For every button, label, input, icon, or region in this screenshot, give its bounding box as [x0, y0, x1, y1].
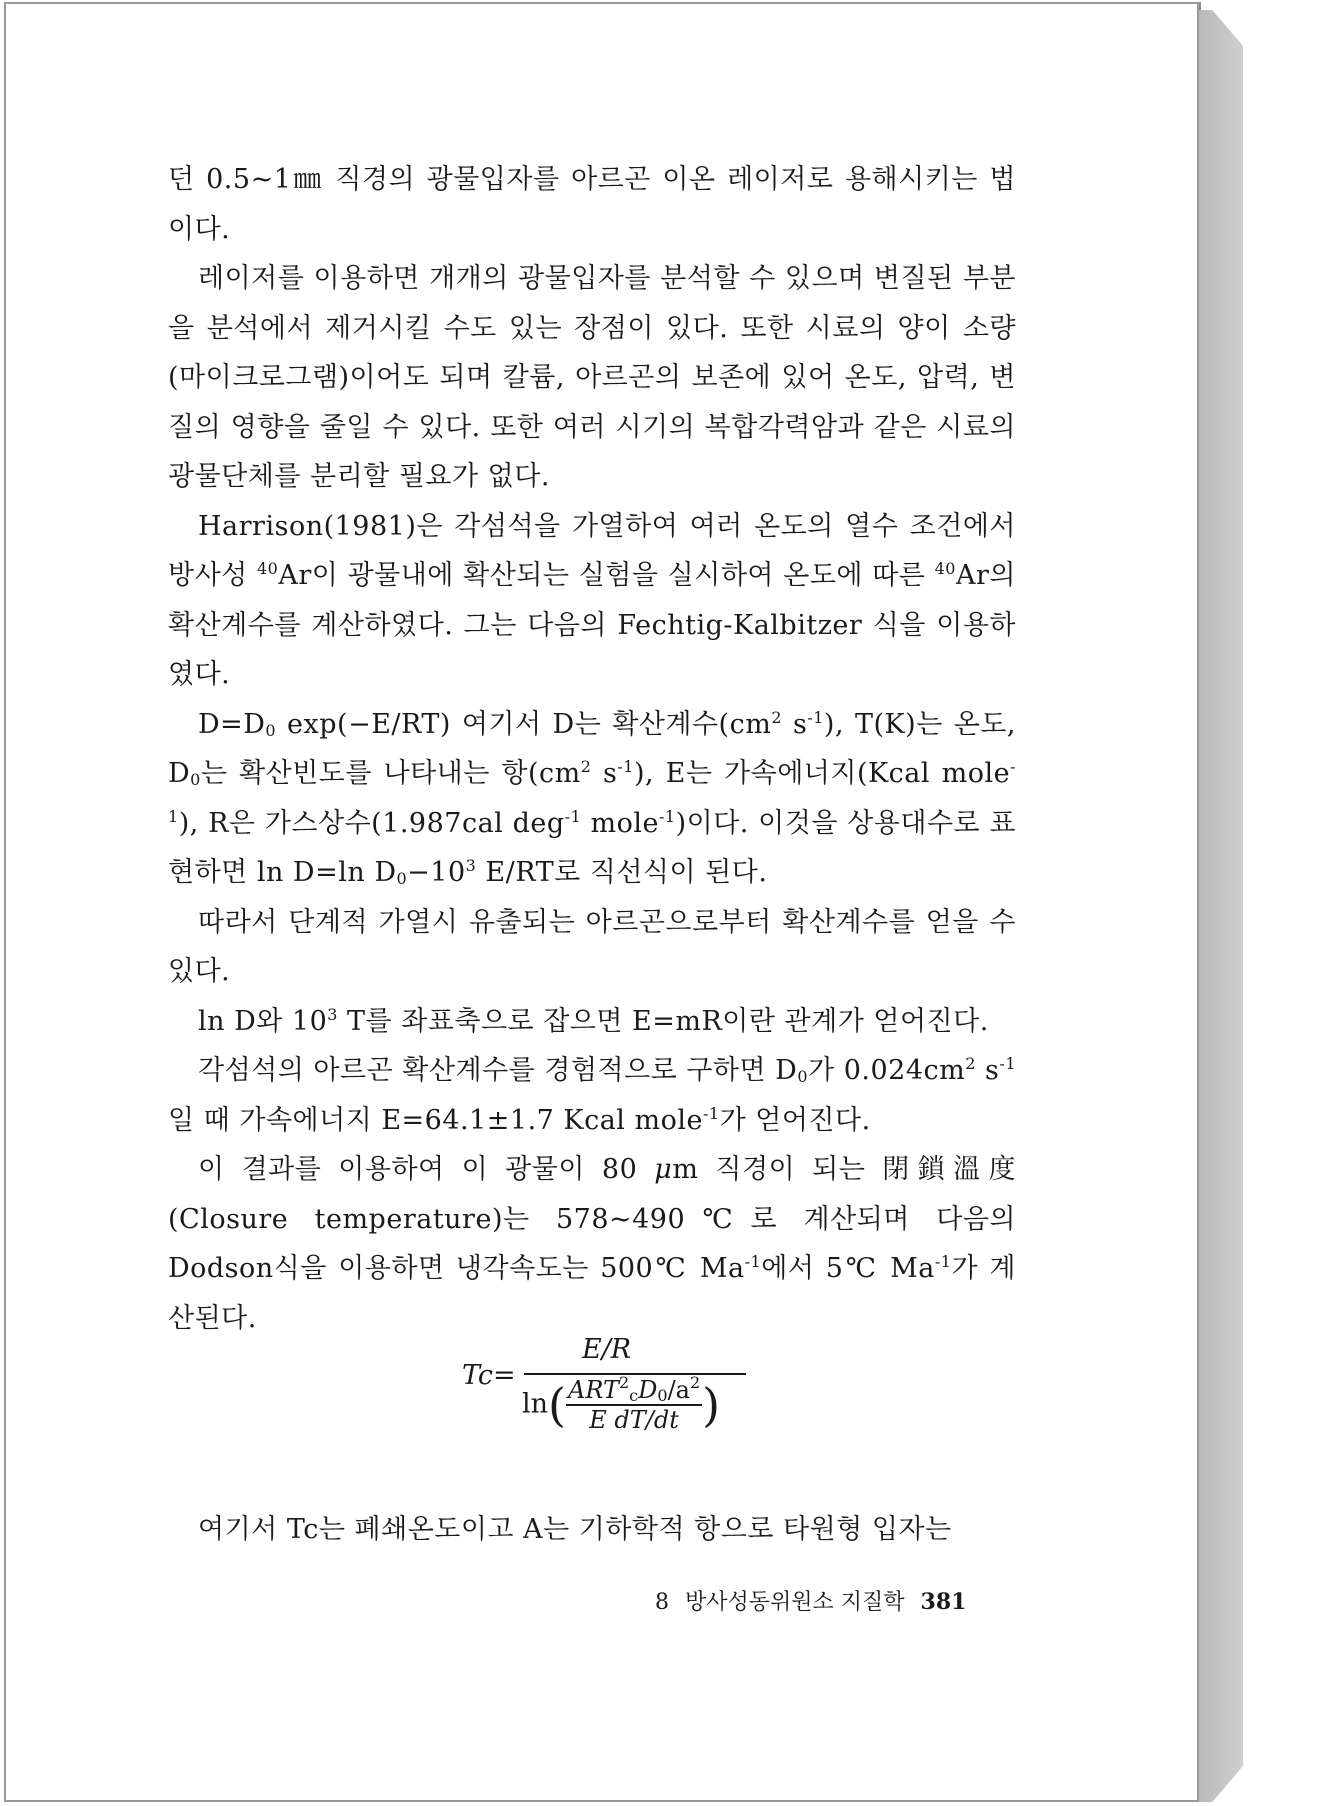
- formula-lhs: Tc=: [462, 1360, 516, 1391]
- page-number: 381: [920, 1589, 967, 1615]
- paragraph-2: 레이저를 이용하면 개개의 광물입자를 분석할 수 있으며 변질된 부분을 분석에서 제거시킬 수도 있는 장점이 있다. 또한 시료의 양이 소량(마이크로그램)이어도 되며 칼륨, 아르곤의 보존에 있어 온도, 압력, 변질의 영향을 줄일 수 있다. 또한 여러 시기의 복합각력암과 같은 시료의 광물단체를 분리할 필요가 없다.: [168, 263, 1016, 492]
- paragraph-6: ln D와 $10^3$ T를 좌표축으로 잡으면 E=mR이란 관계가 얻어진다.: [198, 1004, 989, 1037]
- paragraph-8: 이 결과를 이용하여 이 광물이 80 μm 직경이 되는 閉鎖溫度(Closure temperature)는 578~490℃로 계산되며 다음의 Dodson식을 이용하면 냉각속도는 500℃ $Ma^{-1}$에서 5℃ $Ma^{-1}$가 계산된다.: [168, 1154, 1016, 1334]
- formula-numerator: E/R: [582, 1334, 632, 1365]
- formula-fraction-bar: [524, 1373, 746, 1375]
- paragraph-1: 던 0.5~1㎜ 직경의 광물입자를 아르곤 이온 레이저로 용해시키는 법이다.: [168, 164, 1016, 245]
- page-edge-shadow: [1199, 10, 1243, 1802]
- chapter-number: 8: [655, 1590, 669, 1615]
- closing-paragraph: 여기서 Tc는 폐쇄온도이고 A는 기하학적 항으로 타원형 입자는: [198, 1514, 952, 1545]
- chapter-title: 방사성동위원소 지질학: [685, 1590, 905, 1615]
- paragraph-7: 각섬석의 아르곤 확산계수를 경험적으로 구하면 $D_0$가 $0.024cm^2$ $s^{-1}$ 일 때 가속에너지 E=64.1±1.7 Kcal mole$^{-1}$가 얻어진다.: [168, 1054, 1016, 1136]
- paragraph-4: $D=D_0$ exp(−E/RT) 여기서 D는 확산계수($cm^2$ $s^{-1}$), T(K)는 온도, $D_0$는 확산빈도를 나타내는 항($cm^2$ $s^{-1}$), E는 가속에너지(Kcal mole$^{-1}$), R은 가스상수(1.987cal deg$^{-1}$ mole$^{-1}$)이다. 이것을 상용대수로 표현하면 ln D=ln $D_0-10^3$ E/RT로 직선식이 된다.: [168, 707, 1016, 888]
- paragraph-3: Harrison(1981)은 각섬석을 가열하여 여러 온도의 열수 조건에서 방사성 $^{40}$Ar이 광물내에 확산되는 실험을 실시하여 온도에 따른 $^{40}$Ar의 확산계수를 계산하였다. 그는 다음의 Fechtig-Kalbitzer 식을 이용하였다.: [168, 510, 1016, 690]
- dodson-formula: [462, 1334, 762, 1458]
- formula-denominator: ln( $\frac{ART^2_cD_0/a^2}{\text{E dT/dt}}$ ): [522, 1373, 721, 1434]
- body-text: [168, 155, 1016, 1343]
- paragraph-5: 따라서 단계적 가열시 유출되는 아르곤으로부터 확산계수를 얻을 수 있다.: [168, 906, 1016, 987]
- page-footer: [655, 1585, 966, 1616]
